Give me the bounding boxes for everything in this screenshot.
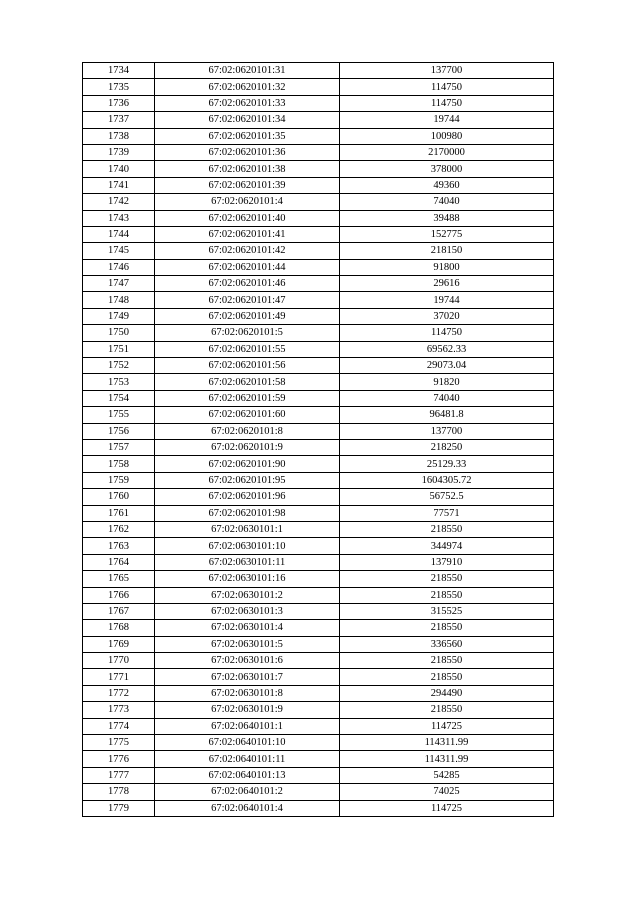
row-number-cell: 1737 xyxy=(83,112,155,128)
table-row xyxy=(83,571,554,587)
cadastral-value-cell: 69562.33 xyxy=(340,341,554,357)
table-row xyxy=(83,161,554,177)
cadastral-value-cell: 74040 xyxy=(340,390,554,406)
cadastral-value-table xyxy=(82,62,554,817)
table-row xyxy=(83,702,554,718)
cadastral-number-cell: 67:02:0630101:10 xyxy=(155,538,340,554)
table-row xyxy=(83,259,554,275)
cadastral-number-cell: 67:02:0640101:4 xyxy=(155,800,340,816)
cadastral-number-cell: 67:02:0630101:7 xyxy=(155,669,340,685)
cadastral-number-cell: 67:02:0640101:10 xyxy=(155,735,340,751)
row-number-cell: 1748 xyxy=(83,292,155,308)
cadastral-value-cell: 19744 xyxy=(340,292,554,308)
table-row xyxy=(83,308,554,324)
cadastral-value-cell: 218550 xyxy=(340,521,554,537)
cadastral-value-cell: 137700 xyxy=(340,63,554,79)
row-number-cell: 1736 xyxy=(83,95,155,111)
cadastral-value-cell: 315525 xyxy=(340,603,554,619)
row-number-cell: 1750 xyxy=(83,325,155,341)
cadastral-value-cell: 91820 xyxy=(340,374,554,390)
cadastral-number-cell: 67:02:0620101:9 xyxy=(155,439,340,455)
table-row xyxy=(83,554,554,570)
table-row xyxy=(83,636,554,652)
cadastral-number-cell: 67:02:0620101:44 xyxy=(155,259,340,275)
row-number-cell: 1765 xyxy=(83,571,155,587)
table-row xyxy=(83,177,554,193)
cadastral-number-cell: 67:02:0620101:40 xyxy=(155,210,340,226)
row-number-cell: 1742 xyxy=(83,194,155,210)
cadastral-value-cell: 29616 xyxy=(340,276,554,292)
cadastral-number-cell: 67:02:0620101:49 xyxy=(155,308,340,324)
cadastral-value-cell: 114311.99 xyxy=(340,735,554,751)
table-row xyxy=(83,784,554,800)
row-number-cell: 1768 xyxy=(83,620,155,636)
cadastral-value-cell: 114725 xyxy=(340,800,554,816)
cadastral-number-cell: 67:02:0620101:42 xyxy=(155,243,340,259)
table-row xyxy=(83,194,554,210)
cadastral-number-cell: 67:02:0630101:1 xyxy=(155,521,340,537)
cadastral-value-cell: 218550 xyxy=(340,702,554,718)
table-row xyxy=(83,587,554,603)
table-row xyxy=(83,292,554,308)
row-number-cell: 1774 xyxy=(83,718,155,734)
cadastral-number-cell: 67:02:0630101:5 xyxy=(155,636,340,652)
row-number-cell: 1769 xyxy=(83,636,155,652)
table-row xyxy=(83,112,554,128)
table-body xyxy=(83,63,554,817)
cadastral-value-cell: 54285 xyxy=(340,767,554,783)
row-number-cell: 1757 xyxy=(83,439,155,455)
cadastral-number-cell: 67:02:0630101:16 xyxy=(155,571,340,587)
cadastral-number-cell: 67:02:0620101:59 xyxy=(155,390,340,406)
cadastral-number-cell: 67:02:0620101:36 xyxy=(155,144,340,160)
cadastral-number-cell: 67:02:0630101:3 xyxy=(155,603,340,619)
cadastral-value-cell: 74040 xyxy=(340,194,554,210)
row-number-cell: 1760 xyxy=(83,489,155,505)
cadastral-value-cell: 2170000 xyxy=(340,144,554,160)
cadastral-number-cell: 67:02:0630101:11 xyxy=(155,554,340,570)
row-number-cell: 1743 xyxy=(83,210,155,226)
cadastral-value-cell: 378000 xyxy=(340,161,554,177)
table-row xyxy=(83,325,554,341)
table-row xyxy=(83,735,554,751)
row-number-cell: 1767 xyxy=(83,603,155,619)
table-row xyxy=(83,79,554,95)
cadastral-number-cell: 67:02:0640101:2 xyxy=(155,784,340,800)
cadastral-value-cell: 294490 xyxy=(340,685,554,701)
cadastral-number-cell: 67:02:0630101:2 xyxy=(155,587,340,603)
row-number-cell: 1764 xyxy=(83,554,155,570)
row-number-cell: 1776 xyxy=(83,751,155,767)
row-number-cell: 1771 xyxy=(83,669,155,685)
table-row xyxy=(83,521,554,537)
row-number-cell: 1778 xyxy=(83,784,155,800)
cadastral-value-cell: 114750 xyxy=(340,325,554,341)
cadastral-number-cell: 67:02:0630101:8 xyxy=(155,685,340,701)
cadastral-number-cell: 67:02:0620101:5 xyxy=(155,325,340,341)
cadastral-value-cell: 218250 xyxy=(340,439,554,455)
table-row xyxy=(83,407,554,423)
cadastral-value-cell: 96481.8 xyxy=(340,407,554,423)
row-number-cell: 1738 xyxy=(83,128,155,144)
row-number-cell: 1734 xyxy=(83,63,155,79)
row-number-cell: 1763 xyxy=(83,538,155,554)
cadastral-value-cell: 218550 xyxy=(340,669,554,685)
row-number-cell: 1772 xyxy=(83,685,155,701)
cadastral-value-cell: 19744 xyxy=(340,112,554,128)
cadastral-value-cell: 152775 xyxy=(340,226,554,242)
row-number-cell: 1777 xyxy=(83,767,155,783)
row-number-cell: 1746 xyxy=(83,259,155,275)
cadastral-number-cell: 67:02:0620101:58 xyxy=(155,374,340,390)
cadastral-number-cell: 67:02:0640101:11 xyxy=(155,751,340,767)
table-row xyxy=(83,128,554,144)
cadastral-number-cell: 67:02:0620101:47 xyxy=(155,292,340,308)
cadastral-value-cell: 1604305.72 xyxy=(340,472,554,488)
row-number-cell: 1756 xyxy=(83,423,155,439)
cadastral-number-cell: 67:02:0620101:39 xyxy=(155,177,340,193)
cadastral-number-cell: 67:02:0620101:38 xyxy=(155,161,340,177)
table-row xyxy=(83,210,554,226)
table-row xyxy=(83,144,554,160)
table-row xyxy=(83,226,554,242)
table-row xyxy=(83,358,554,374)
row-number-cell: 1761 xyxy=(83,505,155,521)
row-number-cell: 1741 xyxy=(83,177,155,193)
cadastral-number-cell: 67:02:0620101:95 xyxy=(155,472,340,488)
table-row xyxy=(83,489,554,505)
row-number-cell: 1758 xyxy=(83,456,155,472)
cadastral-number-cell: 67:02:0620101:34 xyxy=(155,112,340,128)
cadastral-value-cell: 100980 xyxy=(340,128,554,144)
cadastral-number-cell: 67:02:0620101:56 xyxy=(155,358,340,374)
cadastral-number-cell: 67:02:0620101:8 xyxy=(155,423,340,439)
cadastral-number-cell: 67:02:0620101:60 xyxy=(155,407,340,423)
cadastral-value-cell: 56752.5 xyxy=(340,489,554,505)
table-row xyxy=(83,800,554,816)
row-number-cell: 1749 xyxy=(83,308,155,324)
cadastral-number-cell: 67:02:0620101:55 xyxy=(155,341,340,357)
table-row xyxy=(83,63,554,79)
row-number-cell: 1744 xyxy=(83,226,155,242)
row-number-cell: 1770 xyxy=(83,653,155,669)
table-row xyxy=(83,685,554,701)
row-number-cell: 1773 xyxy=(83,702,155,718)
cadastral-value-cell: 77571 xyxy=(340,505,554,521)
table-row xyxy=(83,603,554,619)
table-row xyxy=(83,653,554,669)
cadastral-number-cell: 67:02:0630101:6 xyxy=(155,653,340,669)
table-row xyxy=(83,423,554,439)
cadastral-value-cell: 114725 xyxy=(340,718,554,734)
cadastral-value-cell: 91800 xyxy=(340,259,554,275)
cadastral-value-cell: 74025 xyxy=(340,784,554,800)
cadastral-number-cell: 67:02:0640101:13 xyxy=(155,767,340,783)
row-number-cell: 1740 xyxy=(83,161,155,177)
table-row xyxy=(83,95,554,111)
cadastral-value-cell: 344974 xyxy=(340,538,554,554)
table-row xyxy=(83,243,554,259)
row-number-cell: 1766 xyxy=(83,587,155,603)
table-row xyxy=(83,374,554,390)
cadastral-number-cell: 67:02:0630101:9 xyxy=(155,702,340,718)
cadastral-value-cell: 137700 xyxy=(340,423,554,439)
table-row xyxy=(83,472,554,488)
table-row xyxy=(83,669,554,685)
cadastral-number-cell: 67:02:0620101:41 xyxy=(155,226,340,242)
table-row xyxy=(83,751,554,767)
row-number-cell: 1747 xyxy=(83,276,155,292)
cadastral-number-cell: 67:02:0620101:98 xyxy=(155,505,340,521)
table-row xyxy=(83,276,554,292)
row-number-cell: 1739 xyxy=(83,144,155,160)
row-number-cell: 1775 xyxy=(83,735,155,751)
row-number-cell: 1762 xyxy=(83,521,155,537)
cadastral-number-cell: 67:02:0620101:4 xyxy=(155,194,340,210)
row-number-cell: 1735 xyxy=(83,79,155,95)
cadastral-value-cell: 218550 xyxy=(340,571,554,587)
cadastral-number-cell: 67:02:0620101:32 xyxy=(155,79,340,95)
row-number-cell: 1755 xyxy=(83,407,155,423)
cadastral-number-cell: 67:02:0620101:46 xyxy=(155,276,340,292)
table-row xyxy=(83,620,554,636)
table-row xyxy=(83,390,554,406)
cadastral-number-cell: 67:02:0630101:4 xyxy=(155,620,340,636)
cadastral-value-cell: 137910 xyxy=(340,554,554,570)
cadastral-value-cell: 39488 xyxy=(340,210,554,226)
cadastral-value-cell: 114311.99 xyxy=(340,751,554,767)
cadastral-value-cell: 218550 xyxy=(340,587,554,603)
row-number-cell: 1753 xyxy=(83,374,155,390)
table-row xyxy=(83,439,554,455)
cadastral-number-cell: 67:02:0620101:33 xyxy=(155,95,340,111)
cadastral-value-cell: 218550 xyxy=(340,653,554,669)
row-number-cell: 1745 xyxy=(83,243,155,259)
cadastral-value-cell: 218550 xyxy=(340,620,554,636)
cadastral-value-cell: 218150 xyxy=(340,243,554,259)
cadastral-number-cell: 67:02:0620101:90 xyxy=(155,456,340,472)
cadastral-number-cell: 67:02:0620101:35 xyxy=(155,128,340,144)
row-number-cell: 1754 xyxy=(83,390,155,406)
table-row xyxy=(83,456,554,472)
cadastral-number-cell: 67:02:0640101:1 xyxy=(155,718,340,734)
cadastral-value-cell: 37020 xyxy=(340,308,554,324)
cadastral-value-cell: 49360 xyxy=(340,177,554,193)
table-row xyxy=(83,718,554,734)
row-number-cell: 1779 xyxy=(83,800,155,816)
cadastral-number-cell: 67:02:0620101:96 xyxy=(155,489,340,505)
row-number-cell: 1751 xyxy=(83,341,155,357)
cadastral-value-cell: 114750 xyxy=(340,79,554,95)
table-row xyxy=(83,505,554,521)
cadastral-value-cell: 29073.04 xyxy=(340,358,554,374)
row-number-cell: 1759 xyxy=(83,472,155,488)
cadastral-number-cell: 67:02:0620101:31 xyxy=(155,63,340,79)
cadastral-value-cell: 336560 xyxy=(340,636,554,652)
cadastral-value-cell: 114750 xyxy=(340,95,554,111)
table-row xyxy=(83,538,554,554)
table-row xyxy=(83,341,554,357)
row-number-cell: 1752 xyxy=(83,358,155,374)
table-row xyxy=(83,767,554,783)
cadastral-value-cell: 25129.33 xyxy=(340,456,554,472)
